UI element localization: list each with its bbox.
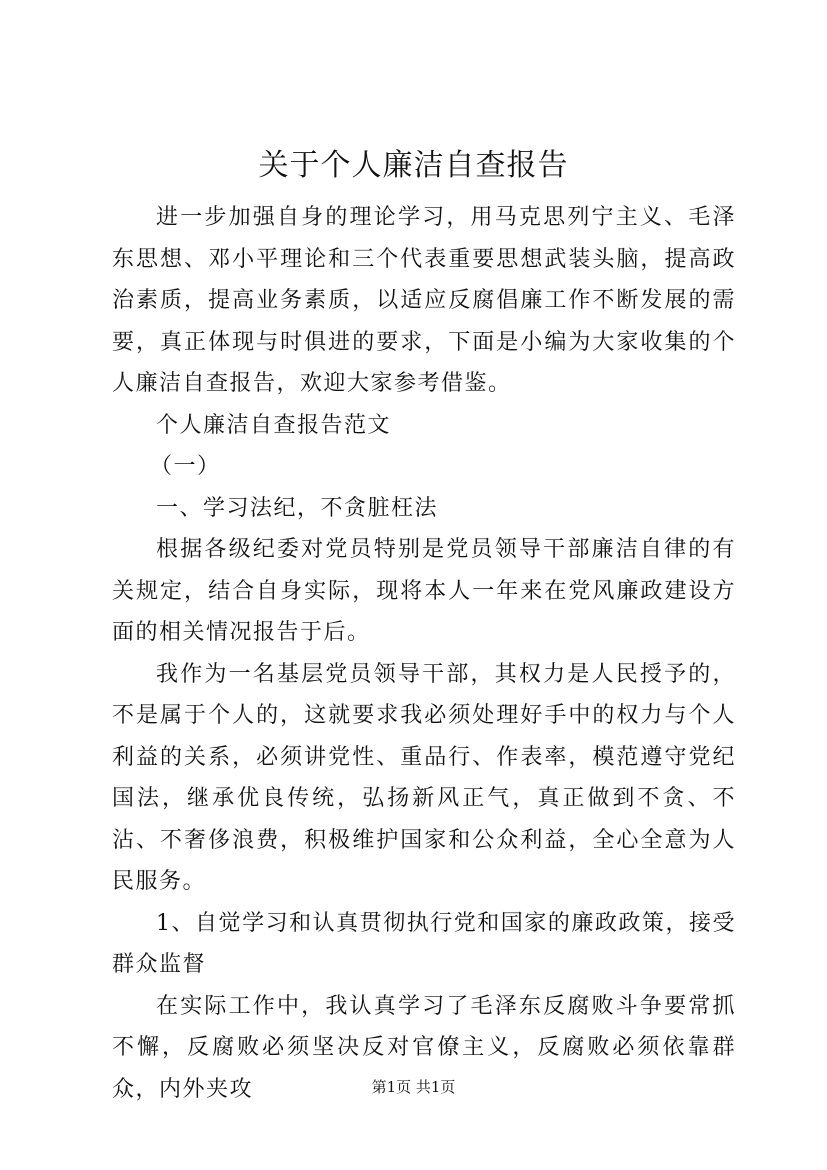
numbered-heading: 1、自觉学习和认真贯彻执行党和国家的廉政政策，接受群众监督 xyxy=(112,910,736,977)
page-footer: 第1页 共1页 xyxy=(371,1078,456,1096)
paragraph: 根据各级纪委对党员特别是党员领导干部廉洁自律的有关规定，结合自身实际，现将本人一年来在党风廉政建设方面的相关情况报告于后。 xyxy=(112,537,736,645)
section-heading: 个人廉洁自查报告范文 xyxy=(156,412,392,438)
document-title: 关于个人廉洁自查报告 xyxy=(258,148,569,183)
paragraph-intro: 进一步加强自身的理论学习，用马克思列宁主义、毛泽东思想、邓小平理论和三个代表重要思想武装头脑，提高政治素质，提高业务素质，以适应反腐倡廉工作不断发展的需要，真正体现与时俱进的要求，下面是小编为大家收集的个人廉洁自查报告，欢迎大家参考借鉴。 xyxy=(112,205,736,396)
paragraph: 在实际工作中，我认真学习了毛泽东反腐败斗争要常抓不懈，反腐败必须坚决反对官僚主义，反腐败必须依靠群众，内外夹攻 xyxy=(112,993,736,1102)
document-body xyxy=(112,197,736,1110)
sub-section-marker: （一） xyxy=(150,454,221,479)
paragraph: 我作为一名基层党员领导干部，其权力是人民授予的，不是属于个人的，这就要求我必须处理好手中的权力与个人利益的关系，必须讲党性、重品行、作表率，模范遵守党纪国法，继承优良传统，弘扬新风正气，真正做到不贪、不沾、不奢侈浪费，积极维护国家和公众利益，全心全意为人民服务。 xyxy=(112,661,736,894)
section-heading: 一、学习法纪，不贪脏枉法 xyxy=(156,495,439,521)
